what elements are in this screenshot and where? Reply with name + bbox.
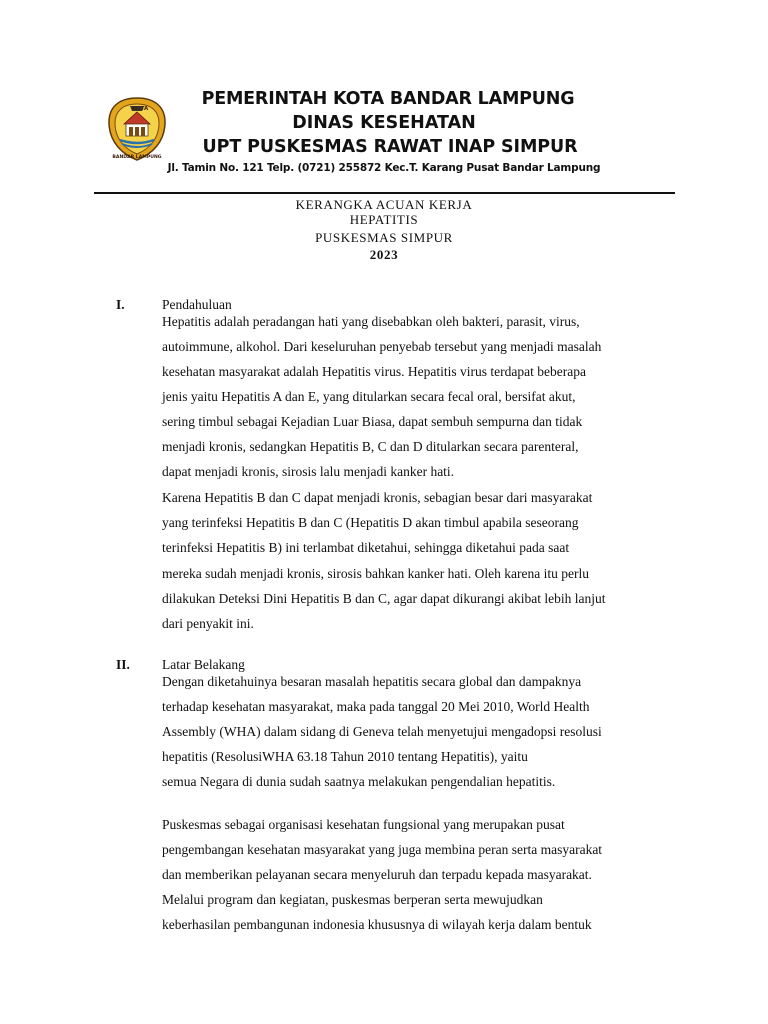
government-name: PEMERINTAH KOTA BANDAR LAMPUNG bbox=[201, 89, 575, 109]
section-1-line: mereka sudah menjadi kronis, sirosis bahkan kanker hati. Oleh karena itu perlu bbox=[162, 566, 589, 581]
section-1-line: sering timbul sebagai Kejadian Luar Biasa, dapat sembuh sempurna dan tidak bbox=[162, 414, 583, 429]
section-heading-1: Pendahuluan bbox=[162, 297, 232, 312]
doc-title-line-3: PUSKESMAS SIMPUR bbox=[315, 230, 453, 245]
section-2b-line: pengembangan kesehatan masyarakat yang juga membina peran serta masyarakat bbox=[162, 842, 603, 857]
section-numeral-1: I. bbox=[116, 297, 125, 312]
section-2-line: Assembly (WHA) dalam sidang di Geneva telah menyetujui mengadopsi resolusi bbox=[162, 724, 602, 739]
section-1-line: dapat menjadi kronis, sirosis lalu menjadi kanker hati. bbox=[162, 464, 455, 479]
department-name: DINAS KESEHATAN bbox=[292, 113, 476, 133]
emblem-label-top: KOTA bbox=[132, 106, 149, 112]
emblem-label-bottom: BANDAR LAMPUNG bbox=[112, 155, 162, 160]
section-2b-line: keberhasilan pembangunan indonesia khususnya di wilayah kerja dalam bentuk bbox=[162, 917, 592, 932]
section-2b-line: Puskesmas sebagai organisasi kesehatan fungsional yang merupakan pusat bbox=[162, 817, 565, 832]
section-2-line: terhadap kesehatan masyarakat, maka pada tanggal 20 Mei 2010, World Health bbox=[162, 699, 590, 714]
section-1-line: dari penyakit ini. bbox=[162, 616, 254, 631]
section-1-line: Hepatitis adalah peradangan hati yang disebabkan oleh bakteri, parasit, virus, bbox=[162, 314, 580, 329]
doc-title-line-2: HEPATITIS bbox=[349, 212, 419, 227]
section-1-line: Karena Hepatitis B dan C dapat menjadi kronis, sebagian besar dari masyarakat bbox=[162, 490, 593, 505]
section-1-line: kesehatan masyarakat adalah Hepatitis virus. Hepatitis virus terdapat beberapa bbox=[162, 364, 586, 379]
section-2b-line: Melalui program dan kegiatan, puskesmas berperan serta mewujudkan bbox=[162, 892, 543, 907]
doc-title-year: 2023 bbox=[369, 247, 399, 262]
doc-title-line-1: KERANGKA ACUAN KERJA bbox=[295, 197, 473, 212]
address-line: Jl. Tamin No. 121 Telp. (0721) 255872 Kec.T. Karang Pusat Bandar Lampung bbox=[167, 162, 601, 174]
letterhead-divider bbox=[94, 192, 675, 194]
section-1-line: jenis yaitu Hepatitis A dan E, yang ditularkan secara fecal oral, bersifat akut, bbox=[162, 389, 576, 404]
section-1-line: terinfeksi Hepatitis B) ini terlambat diketahui, sehingga diketahui pada saat bbox=[162, 540, 570, 555]
section-heading-2: Latar Belakang bbox=[162, 657, 245, 672]
section-1-line: autoimmune, alkohol. Dari keseluruhan penyebab tersebut yang menjadi masalah bbox=[162, 339, 602, 354]
section-1-line: yang terinfeksi Hepatitis B dan C (Hepatitis D akan timbul apabila seseorang bbox=[162, 515, 579, 530]
section-2-line: Dengan diketahuinya besaran masalah hepatitis secara global dan dampaknya bbox=[162, 674, 582, 689]
section-2b-line: dan memberikan pelayanan secara menyeluruh dan terpadu kepada masyarakat. bbox=[162, 867, 592, 882]
section-1-line: menjadi kronis, sedangkan Hepatitis B, C dan D ditularkan secara parenteral, bbox=[162, 439, 579, 454]
section-numeral-2: II. bbox=[116, 657, 130, 672]
section-2-line: hepatitis (ResolusiWHA 63.18 Tahun 2010 tentang Hepatitis), yaitu bbox=[162, 749, 528, 764]
section-2-line: semua Negara di dunia sudah saatnya melakukan pengendalian hepatitis. bbox=[162, 774, 556, 789]
section-1-line: dilakukan Deteksi Dini Hepatitis B dan C, agar dapat dikurangi akibat lebih lanjut bbox=[162, 591, 606, 606]
unit-name: UPT PUSKESMAS RAWAT INAP SIMPUR bbox=[202, 137, 578, 157]
